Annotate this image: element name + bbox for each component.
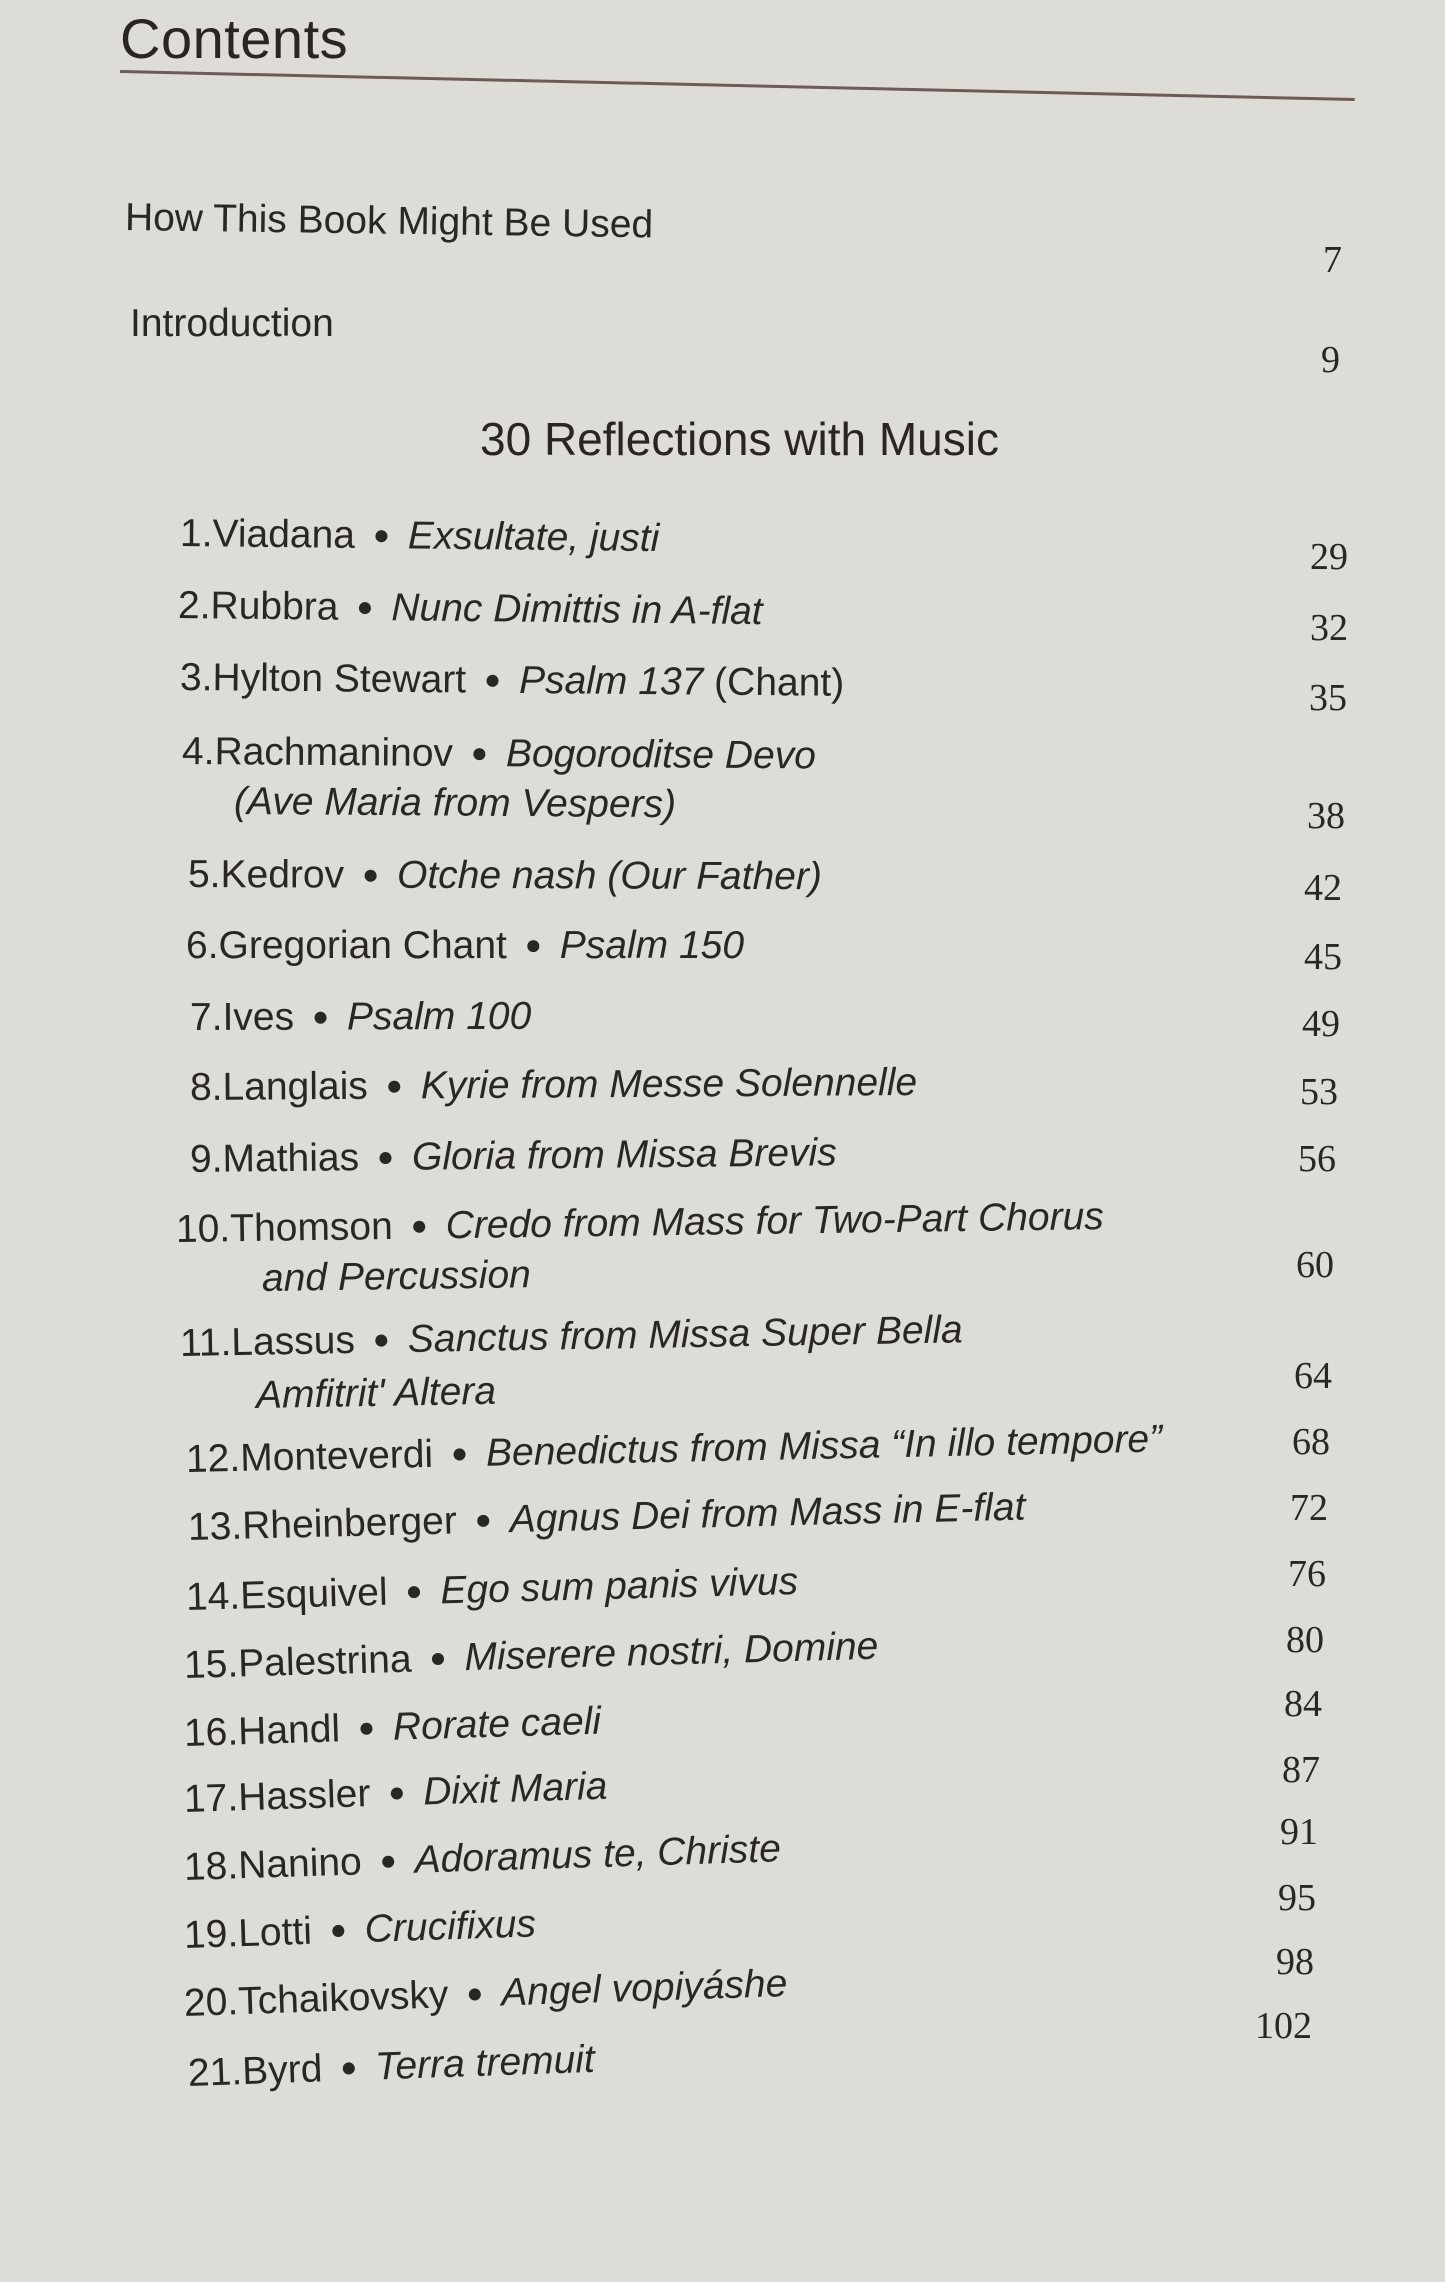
entry-composer: Handl bbox=[237, 1707, 341, 1754]
entry-work: Gloria from Missa Brevis bbox=[411, 1131, 837, 1179]
entry-composer: Lotti bbox=[237, 1909, 313, 1956]
toc-entry bbox=[183, 1625, 879, 1688]
entry-number: 17. bbox=[183, 1776, 239, 1821]
toc-entry bbox=[187, 2038, 595, 2096]
entry-work: Kyrie from Messe Solennelle bbox=[420, 1060, 918, 1108]
entry-work-continued: (Ave Maria from Vespers) bbox=[233, 780, 677, 827]
bullet-icon: ● bbox=[524, 929, 542, 960]
bullet-icon: ● bbox=[356, 590, 374, 623]
bullet-icon: ● bbox=[387, 1776, 406, 1808]
entry-number: 18. bbox=[183, 1844, 239, 1889]
entry-work: Adoramus te, Christe bbox=[413, 1827, 782, 1882]
bullet-icon: ● bbox=[357, 1711, 376, 1743]
entry-composer: Viadana bbox=[212, 512, 356, 557]
entry-number: 21. bbox=[187, 2050, 243, 2095]
bullet-icon: ● bbox=[362, 858, 380, 890]
toc-entry bbox=[186, 924, 744, 968]
entry-composer: Thomson bbox=[229, 1204, 394, 1251]
toc-entry bbox=[183, 1962, 788, 2026]
entry-number: 4. bbox=[181, 730, 215, 774]
toc-entry bbox=[183, 1827, 781, 1890]
toc-entry bbox=[183, 1700, 601, 1756]
page-number: 56 bbox=[1298, 1138, 1336, 1180]
toc-entry bbox=[176, 1195, 1104, 1252]
entry-number: 9. bbox=[189, 1137, 223, 1181]
page-number: 84 bbox=[1284, 1683, 1322, 1725]
bullet-icon: ● bbox=[474, 1503, 493, 1535]
entry-composer: Nanino bbox=[237, 1840, 363, 1888]
entry-work: Exsultate, justi bbox=[407, 514, 660, 561]
entry-work: Rorate caeli bbox=[392, 1699, 602, 1749]
page-number: 102 bbox=[1255, 2005, 1312, 2047]
page-number: 80 bbox=[1286, 1619, 1324, 1661]
bullet-icon: ● bbox=[339, 2051, 358, 2083]
page-number: 64 bbox=[1294, 1355, 1332, 1397]
entry-work: Psalm 100 bbox=[346, 994, 532, 1039]
entry-work-extra: (Chant) bbox=[703, 660, 845, 705]
page-number: 7 bbox=[1323, 239, 1342, 281]
entry-work: Ego sum panis vivus bbox=[439, 1559, 799, 1613]
page-title: Contents bbox=[120, 7, 349, 70]
toc-entry bbox=[186, 1418, 1163, 1482]
toc-entry bbox=[185, 1560, 798, 1620]
entry-work-continued: Amfitrit' Altera bbox=[255, 1369, 497, 1417]
entry-number: 14. bbox=[185, 1574, 241, 1619]
entry-composer: Rheinberger bbox=[241, 1499, 458, 1548]
entry-number: 19. bbox=[183, 1912, 239, 1957]
entry-work-continued: and Percussion bbox=[261, 1253, 532, 1300]
page-number: 87 bbox=[1282, 1749, 1320, 1791]
bullet-icon: ● bbox=[465, 1977, 484, 2009]
page-number: 95 bbox=[1278, 1877, 1316, 1919]
entry-number: 5. bbox=[187, 853, 221, 897]
entry-work: Crucifixus bbox=[364, 1902, 537, 1951]
front-matter-label: How This Book Might Be Used bbox=[124, 196, 654, 247]
bullet-icon: ● bbox=[429, 1641, 447, 1674]
bullet-icon: ● bbox=[450, 1437, 469, 1469]
page-number: 53 bbox=[1300, 1071, 1338, 1113]
entry-work: Psalm 137 bbox=[518, 658, 704, 704]
entry-composer: Esquivel bbox=[239, 1570, 389, 1618]
toc-entry bbox=[190, 1061, 917, 1110]
title-rule bbox=[120, 70, 1355, 101]
front-matter-label: Introduction bbox=[130, 302, 334, 345]
toc-entry bbox=[187, 1486, 1025, 1550]
entry-composer: Lassus bbox=[230, 1318, 356, 1365]
bullet-icon: ● bbox=[410, 1209, 428, 1241]
entry-work: Terra tremuit bbox=[374, 2037, 596, 2089]
bullet-icon: ● bbox=[405, 1574, 423, 1607]
bullet-icon: ● bbox=[372, 1323, 391, 1355]
bullet-icon: ● bbox=[385, 1069, 403, 1101]
entry-composer: Mathias bbox=[222, 1136, 360, 1181]
page-number: 9 bbox=[1321, 339, 1340, 381]
entry-composer: Monteverdi bbox=[239, 1432, 434, 1480]
entry-work: Miserere nostri, Domine bbox=[463, 1624, 879, 1680]
toc-entry bbox=[190, 1131, 837, 1182]
entry-number: 3. bbox=[179, 656, 213, 700]
page-number: 72 bbox=[1290, 1487, 1328, 1529]
entry-work: Otche nash (Our Father) bbox=[396, 853, 822, 899]
entry-composer: Hassler bbox=[237, 1772, 371, 1820]
section-title: 30 Reflections with Music bbox=[480, 413, 999, 465]
entry-composer: Ives bbox=[222, 995, 295, 1039]
entry-composer: Palestrina bbox=[237, 1637, 413, 1686]
bullet-icon: ● bbox=[379, 1844, 398, 1876]
bullet-icon: ● bbox=[372, 519, 391, 551]
bullet-icon: ● bbox=[470, 737, 489, 769]
toc-entry bbox=[180, 656, 845, 706]
entry-number: 20. bbox=[183, 1980, 239, 2025]
entry-number: 12. bbox=[185, 1436, 241, 1481]
entry-number: 7. bbox=[189, 995, 223, 1039]
bullet-icon: ● bbox=[484, 663, 502, 695]
page-number: 98 bbox=[1276, 1941, 1314, 1983]
entry-work: Nunc Dimittis in A-flat bbox=[391, 586, 763, 634]
entry-number: 15. bbox=[183, 1642, 239, 1687]
page-number: 45 bbox=[1304, 936, 1342, 978]
entry-number: 8. bbox=[189, 1065, 223, 1109]
page-number: 42 bbox=[1304, 867, 1342, 909]
toc-entry bbox=[182, 730, 816, 778]
entry-work: Angel vopiyáshe bbox=[500, 1962, 788, 2015]
page-number: 35 bbox=[1309, 677, 1347, 719]
entry-work: Agnus Dei from Mass in E-flat bbox=[509, 1485, 1026, 1542]
entry-number: 11. bbox=[179, 1321, 232, 1365]
entry-work: Bogoroditse Devo bbox=[505, 732, 817, 778]
page-number: 29 bbox=[1310, 536, 1348, 578]
entry-composer: Byrd bbox=[241, 2047, 324, 2094]
front-matter-item bbox=[130, 302, 334, 346]
bullet-icon: ● bbox=[312, 1000, 330, 1032]
entry-number: 2. bbox=[177, 584, 211, 628]
entry-composer: Kedrov bbox=[220, 853, 345, 897]
entry-work: Sanctus from Missa Super Bella bbox=[407, 1308, 963, 1362]
entry-composer: Gregorian Chant bbox=[218, 924, 507, 967]
entry-composer: Rubbra bbox=[210, 584, 339, 629]
toc-entry bbox=[190, 995, 531, 1040]
entry-number: 16. bbox=[183, 1710, 239, 1755]
bullet-icon: ● bbox=[376, 1140, 395, 1173]
front-matter-item bbox=[125, 196, 654, 247]
entry-number: 13. bbox=[187, 1504, 243, 1549]
entry-number: 6. bbox=[186, 924, 219, 967]
entry-composer: Tchaikovsky bbox=[237, 1973, 450, 2024]
entry-number: 10. bbox=[175, 1207, 231, 1251]
entry-composer: Langlais bbox=[222, 1064, 368, 1109]
page-number: 76 bbox=[1288, 1553, 1326, 1595]
toc-entry bbox=[178, 584, 763, 634]
entry-number: 1. bbox=[179, 512, 213, 556]
page-number: 38 bbox=[1307, 795, 1345, 837]
entry-work: Benedictus from Missa “In illo tempore” bbox=[485, 1417, 1163, 1475]
entry-composer: Hylton Stewart bbox=[212, 656, 467, 702]
entry-work: Credo from Mass for Two-Part Chorus bbox=[445, 1195, 1105, 1248]
toc-entry bbox=[180, 512, 660, 561]
page-number: 91 bbox=[1280, 1811, 1318, 1853]
toc-entry bbox=[180, 1308, 963, 1366]
entry-work: Dixit Maria bbox=[422, 1764, 608, 1814]
page-number: 60 bbox=[1296, 1244, 1334, 1286]
page-number: 68 bbox=[1292, 1421, 1330, 1463]
toc-entry bbox=[188, 853, 822, 899]
entry-composer: Rachmaninov bbox=[214, 730, 454, 775]
page-number: 49 bbox=[1302, 1003, 1340, 1045]
toc-entry bbox=[183, 1765, 608, 1822]
entry-work: Psalm 150 bbox=[559, 924, 745, 967]
page-number: 32 bbox=[1310, 607, 1348, 649]
bullet-icon: ● bbox=[329, 1913, 348, 1946]
toc-entry bbox=[183, 1902, 536, 1958]
